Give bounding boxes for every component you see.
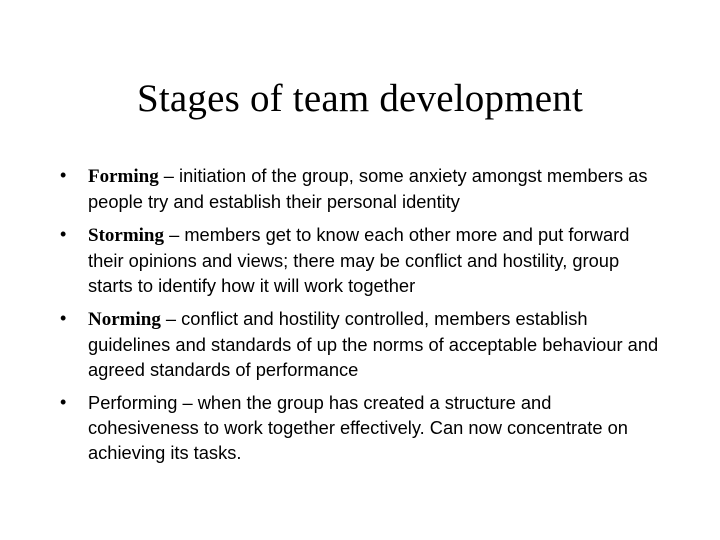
bullet-item-forming (60, 163, 660, 214)
bullet-list (60, 163, 660, 473)
bullet-term: Norming (88, 309, 161, 330)
bullet-icon: • (60, 165, 67, 185)
bullet-term: Forming (88, 166, 159, 187)
bullet-icon: • (60, 308, 67, 328)
bullet-text: Performing – when the group has created a structure and cohesiveness to work together effectively. Can now concentrate on achieving its tasks. (88, 392, 628, 463)
bullet-item-norming (60, 306, 660, 382)
bullet-text: – initiation of the group, some anxiety amongst members as people try and establish their personal identity (88, 165, 648, 212)
bullet-text: – members get to know each other more and put forward their opinions and views; there may be conflict and hostility, group starts to identify how it will work together (88, 224, 630, 296)
bullet-icon: • (60, 224, 67, 244)
slide-title: Stages of team development (137, 77, 583, 120)
bullet-item-performing (60, 390, 660, 465)
bullet-item-storming (60, 222, 660, 298)
bullet-term: Storming (88, 225, 164, 246)
bullet-icon: • (60, 392, 67, 412)
bullet-text: – conflict and hostility controlled, members establish guidelines and standards of up the norms of acceptable behaviour and agreed standards of performance (88, 308, 659, 380)
